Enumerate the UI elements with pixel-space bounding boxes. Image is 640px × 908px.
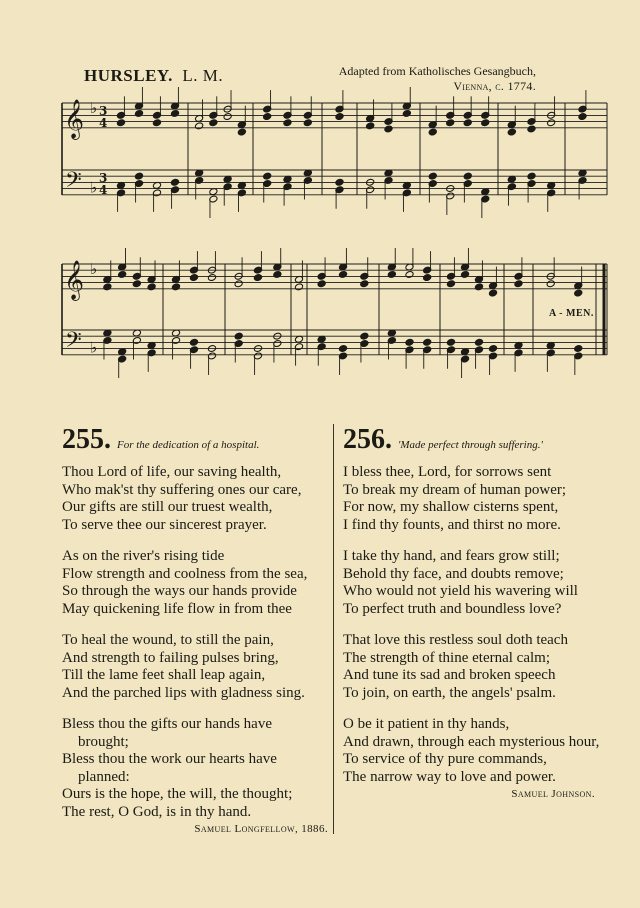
note-head	[481, 119, 490, 127]
note-head	[189, 274, 198, 282]
flat-sign: ♭	[90, 178, 98, 197]
hymn-256	[343, 424, 600, 800]
note-head	[253, 274, 262, 282]
verse-line: As on the river's rising tide	[62, 548, 225, 564]
hymn-occasion: For the dedication of a hospital.	[117, 439, 260, 451]
verse-line: So through the ways our hands provide	[62, 583, 297, 599]
verse-line: I take thy hand, and fears grow still;	[343, 548, 560, 564]
hymn-255-text	[62, 464, 328, 821]
stanza	[62, 716, 328, 821]
verse-line: And strength to failing pulses bring,	[62, 649, 279, 666]
note-head	[303, 119, 312, 127]
column-divider	[333, 424, 334, 834]
verse-line: I bless thee, Lord, for sorrows sent	[343, 464, 552, 480]
note-head	[446, 119, 455, 127]
note-head	[152, 119, 161, 127]
note-head	[366, 122, 375, 130]
time-signature-top: 3	[99, 171, 108, 185]
stanza	[343, 464, 595, 534]
amen-label: A - MEN.	[549, 308, 594, 319]
hymn-255-header	[62, 424, 328, 456]
stanza	[343, 548, 595, 618]
note-head	[527, 125, 536, 133]
note-head	[263, 172, 272, 180]
verse-line: brought;	[78, 733, 129, 750]
stanza	[343, 716, 600, 786]
note-head	[428, 172, 437, 180]
note-head	[507, 128, 516, 136]
note-head	[189, 338, 198, 346]
source-line-2: Vienna, c. 1774.	[453, 79, 536, 93]
music-score	[0, 0, 640, 380]
note-head	[446, 338, 455, 346]
note-head	[207, 274, 216, 282]
note-head	[103, 283, 112, 291]
note-head	[574, 345, 583, 353]
hymn-256-header	[343, 424, 595, 456]
note-head	[335, 178, 344, 186]
note-head	[335, 113, 344, 121]
verse-line: To join, on earth, the angels' psalm.	[343, 684, 556, 701]
stanza	[62, 632, 328, 702]
hymn-256-text	[343, 464, 600, 786]
verse-line: Bless thou the gifts our hands have	[62, 716, 272, 732]
verse-line: Flow strength and coolness from the sea,	[62, 565, 308, 582]
verse-line: For now, my shallow cisterns spent,	[343, 499, 559, 515]
note-head	[338, 271, 347, 279]
bass-clef: 𝄢	[65, 328, 82, 358]
note-head	[428, 128, 437, 136]
hymn-occasion: 'Made perfect through suffering.'	[398, 439, 543, 451]
verse-line: And drawn, through each mysterious hour,	[343, 733, 600, 750]
note-head	[574, 289, 583, 297]
tune-meter: L. M.	[182, 66, 224, 85]
note-head	[423, 338, 432, 346]
flat-sign: ♭	[90, 338, 98, 357]
verse-line: That love this restless soul doth teach	[343, 632, 568, 648]
note-head	[134, 172, 143, 180]
source-line-1: Adapted from Katholisches Gesangbuch,	[338, 64, 536, 78]
flat-sign: ♭	[90, 99, 98, 118]
verse-line: Who would not yield his wavering will	[343, 583, 578, 599]
note-head	[195, 122, 204, 130]
stanza	[62, 548, 328, 618]
note-head	[338, 345, 347, 353]
verse-line: Who mak'st thy suffering ones our care,	[62, 481, 302, 498]
hymn-author: Samuel Johnson.	[511, 788, 595, 800]
note-head	[405, 271, 414, 279]
tune-name: HURSLEY.	[84, 66, 173, 85]
note-head	[463, 119, 472, 127]
verse-line: Ours is the hope, the will, the thought;	[62, 786, 293, 802]
time-signature-bottom: 4	[99, 183, 108, 197]
verse-line: O be it patient in thy hands,	[343, 716, 510, 732]
note-head	[546, 280, 555, 288]
note-head	[463, 172, 472, 180]
stanza	[62, 464, 328, 534]
treble-clef: 𝄞	[64, 99, 85, 139]
note-head	[273, 271, 282, 279]
verse-line: May quickening life flow in from thee	[62, 600, 292, 617]
note-head	[547, 119, 556, 127]
time-signature-bottom: 4	[99, 116, 108, 130]
verse-line: To serve thee our sincerest prayer.	[62, 516, 267, 533]
note-head	[134, 110, 143, 118]
verse-line: I find thy founts, and thirst no more.	[343, 516, 561, 533]
note-head	[488, 289, 497, 297]
note-head	[263, 113, 272, 121]
note-head	[317, 280, 326, 288]
verse-line: To break my dream of human power;	[343, 481, 567, 498]
note-head	[405, 338, 414, 346]
note-head	[488, 345, 497, 353]
verse-line: And tune its sad and broken speech	[343, 667, 556, 683]
note-head	[474, 338, 483, 346]
verse-line: To perfect truth and boundless love?	[343, 600, 562, 617]
note-head	[578, 113, 587, 121]
flat-sign: ♭	[90, 260, 98, 279]
note-head	[118, 271, 127, 279]
note-head	[170, 178, 179, 186]
note-head	[360, 332, 369, 340]
note-head	[147, 283, 156, 291]
verse-line: Till the lame feet shall leap again,	[62, 667, 266, 683]
time-signature-top: 3	[99, 104, 108, 118]
note-head	[474, 283, 483, 291]
verse-line: Behold thy face, and doubts remove;	[343, 565, 564, 582]
hymn-255	[62, 424, 328, 835]
note-head	[360, 280, 369, 288]
verse-line: And the parched lips with gladness sing.	[62, 684, 305, 701]
verse-line: The rest, O God, is in thy hand.	[62, 803, 252, 820]
verse-line: Our gifts are still our truest wealth,	[62, 499, 273, 515]
verse-line: Thou Lord of life, our saving health,	[62, 464, 282, 480]
verse-line: The strength of thine eternal calm;	[343, 649, 551, 666]
bass-clef: 𝄢	[65, 168, 82, 198]
note-head	[132, 280, 141, 288]
hymn-number: 256.	[343, 424, 392, 455]
note-head	[237, 128, 246, 136]
note-head	[402, 110, 411, 118]
note-head	[171, 283, 180, 291]
verse-line: planned:	[78, 768, 130, 785]
treble-clef: 𝄞	[64, 260, 85, 300]
verse-line: The narrow way to love and power.	[343, 768, 556, 785]
note-head	[294, 283, 303, 291]
verse-line: To heal the wound, to still the pain,	[62, 632, 274, 648]
note-head	[527, 172, 536, 180]
note-head	[223, 113, 232, 121]
stanza	[343, 632, 595, 702]
note-head	[387, 271, 396, 279]
note-head	[234, 280, 243, 288]
note-head	[514, 280, 523, 288]
note-head	[446, 280, 455, 288]
hymn-author: Samuel Longfellow, 1886.	[194, 823, 328, 835]
note-head	[170, 110, 179, 118]
note-head	[423, 274, 432, 282]
note-head	[234, 332, 243, 340]
note-head	[384, 125, 393, 133]
verse-line: Bless thou the work our hearts have	[62, 751, 277, 767]
note-head	[209, 119, 218, 127]
hymn-number: 255.	[62, 424, 111, 455]
note-head	[116, 119, 125, 127]
verse-line: To service of thy pure commands,	[343, 751, 547, 767]
note-head	[283, 119, 292, 127]
note-head	[460, 271, 469, 279]
